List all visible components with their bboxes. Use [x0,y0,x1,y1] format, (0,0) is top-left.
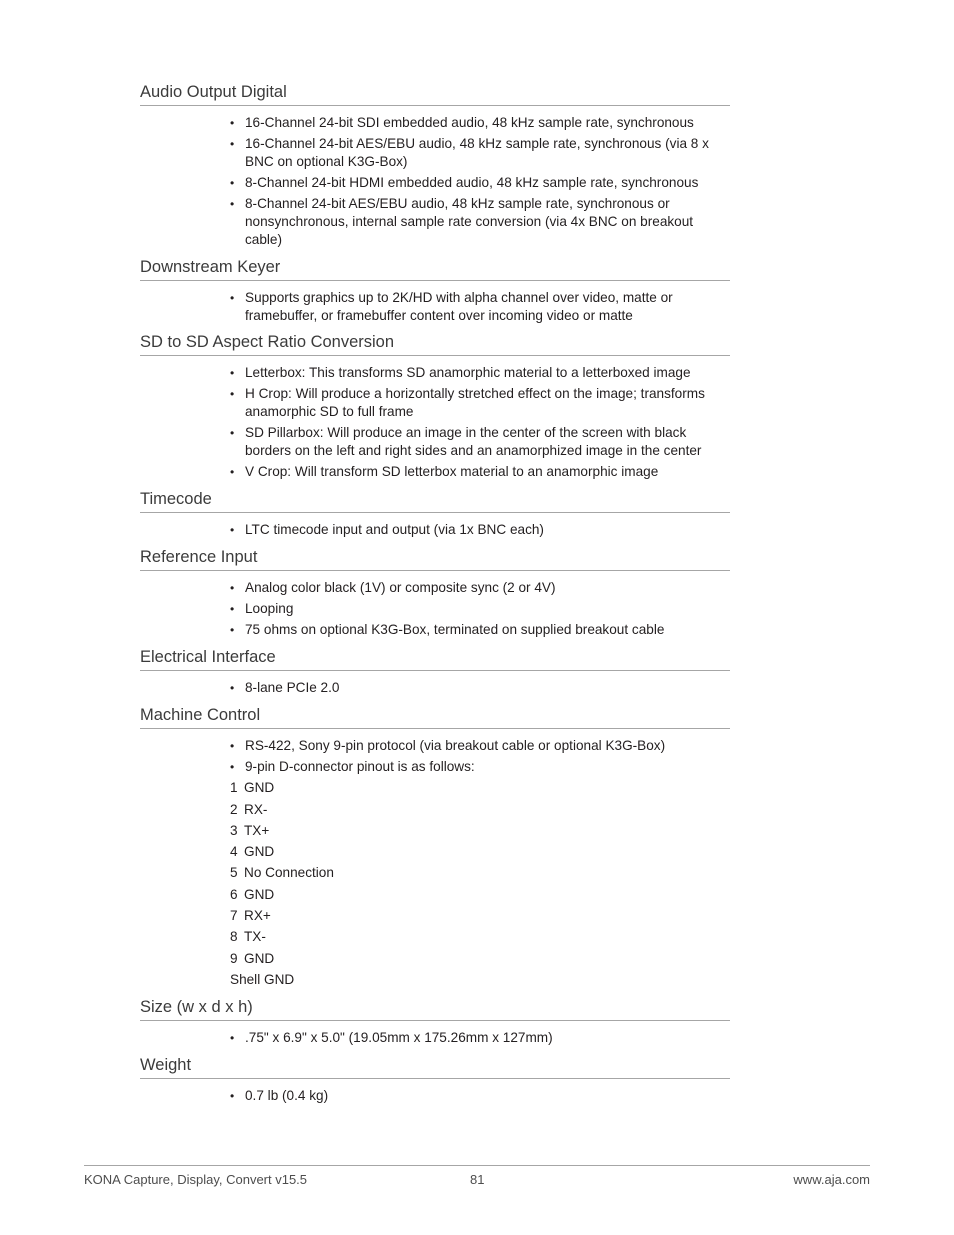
pin-number: 9 [230,950,238,966]
bullet-item [230,289,725,325]
footer-website[interactable]: www.aja.com [793,1172,870,1187]
bullet-text: Looping [245,601,294,616]
bullet-icon: • [230,602,235,616]
pin-number: 8 [230,929,238,945]
pin-label: RX+ [244,908,271,924]
bullet-text: V Crop: Will transform SD letterbox material to an anamorphic image [245,464,659,479]
bullet-item [230,114,725,132]
bullet-icon: • [230,523,235,537]
bullet-icon: • [230,1089,235,1103]
bullet-icon: • [230,387,235,401]
bullet-text: 8-Channel 24-bit HDMI embedded audio, 48 kHz sample rate, synchronous [245,175,699,190]
bullet-list [0,364,954,481]
section-title: Timecode [140,489,730,513]
bullet-text: Supports graphics up to 2K/HD with alpha channel over video, matte or framebuffer, or framebuffer content over incoming video or matte [245,290,673,323]
bullet-item [230,621,725,639]
bullet-icon: • [230,366,235,380]
pinout-row [230,907,954,925]
bullet-text: 8-lane PCIe 2.0 [245,680,340,695]
bullet-list [0,1029,954,1047]
pin-label: TX- [244,929,266,945]
bullet-item [230,1087,725,1105]
bullet-list [0,521,954,539]
bullet-text: RS-422, Sony 9-pin protocol (via breakout cable or optional K3G-Box) [245,738,666,753]
pin-label: GND [244,950,275,966]
pin-number: 3 [230,822,238,838]
spec-section [0,82,954,249]
pinout-row [230,843,954,861]
bullet-text: 9-pin D-connector pinout is as follows: [245,759,475,774]
bullet-item [230,600,725,618]
spec-section [0,257,954,325]
bullet-list [0,289,954,325]
bullet-item [230,364,725,382]
spec-section [0,647,954,697]
bullet-item [230,135,725,171]
bullet-item [230,385,725,421]
bullet-icon: • [230,623,235,637]
bullet-icon: • [230,465,235,479]
bullet-item [230,579,725,597]
pin-label: No Connection [244,865,334,881]
bullet-item [230,521,725,539]
spec-section [0,705,954,989]
section-title: SD to SD Aspect Ratio Conversion [140,332,730,356]
bullet-icon: • [230,681,235,695]
footer-page-number: 81 [470,1172,485,1187]
footer-doc-title: KONA Capture, Display, Convert v15.5 [84,1172,308,1187]
bullet-icon: • [230,116,235,130]
pin-number: 2 [230,801,238,817]
bullet-text: Letterbox: This transforms SD anamorphic material to a letterboxed image [245,365,691,380]
bullet-text: H Crop: Will produce a horizontally stretched effect on the image; transforms anamorphic SD to full frame [245,386,705,419]
pin-number: 1 [230,780,238,796]
pin-number: 7 [230,908,238,924]
pin-label: TX+ [244,822,270,838]
bullet-icon: • [230,176,235,190]
bullet-icon: • [230,739,235,753]
bullet-list [0,579,954,639]
section-title: Size (w x d x h) [140,997,730,1021]
bullet-list [0,1087,954,1105]
bullet-item [230,174,725,192]
bullet-icon: • [230,197,235,211]
pin-label: GND [244,780,275,796]
bullet-icon: • [230,291,235,305]
pinout-row [230,886,954,904]
section-title: Electrical Interface [140,647,730,671]
bullet-item [230,424,725,460]
pin-number: 4 [230,844,238,860]
section-title: Audio Output Digital [140,82,730,106]
bullet-list [0,114,954,249]
section-title: Reference Input [140,547,730,571]
pinout-row [230,801,954,819]
bullet-list [0,737,954,776]
spec-section [0,997,954,1047]
bullet-text: LTC timecode input and output (via 1x BNC each) [245,522,544,537]
pin-label: GND [244,844,275,860]
bullet-item [230,737,725,755]
pin-label: RX- [244,801,268,817]
bullet-list [0,679,954,697]
pinout-row [230,950,954,968]
bullet-text: SD Pillarbox: Will produce an image in the center of the screen with black borders on the left and right sides and an anamorphized image in the center [245,425,702,458]
bullet-item [230,758,725,776]
pinout-row [230,971,954,989]
bullet-icon: • [230,581,235,595]
pinout-row [230,864,954,882]
pinout-list [0,779,954,989]
bullet-icon: • [230,426,235,440]
spec-section [0,547,954,639]
footer-divider [84,1165,870,1166]
spec-section [0,332,954,481]
spec-section [0,1055,954,1105]
pin-number: 6 [230,886,238,902]
bullet-item [230,679,725,697]
pin-label: GND [244,886,275,902]
bullet-text: 16-Channel 24-bit AES/EBU audio, 48 kHz sample rate, synchronous (via 8 x BNC on optional K3G-Box) [245,136,709,169]
bullet-text: 0.7 lb (0.4 kg) [245,1088,329,1103]
pinout-row [230,822,954,840]
pinout-row [230,928,954,946]
bullet-text: 16-Channel 24-bit SDI embedded audio, 48 kHz sample rate, synchronous [245,115,694,130]
bullet-item [230,463,725,481]
section-title: Downstream Keyer [140,257,730,281]
section-title: Machine Control [140,705,730,729]
bullet-item [230,1029,725,1047]
bullet-item [230,195,725,249]
bullet-icon: • [230,137,235,151]
bullet-text: 75 ohms on optional K3G-Box, terminated on supplied breakout cable [245,622,665,637]
pin-label: Shell GND [230,971,295,987]
bullet-text: Analog color black (1V) or composite sync (2 or 4V) [245,580,556,595]
bullet-icon: • [230,760,235,774]
section-title: Weight [140,1055,730,1079]
pinout-row [230,779,954,797]
spec-section [0,489,954,539]
bullet-icon: • [230,1031,235,1045]
pin-number: 5 [230,865,238,881]
bullet-text: .75" x 6.9" x 5.0" (19.05mm x 175.26mm x 127mm) [245,1030,553,1045]
bullet-text: 8-Channel 24-bit AES/EBU audio, 48 kHz sample rate, synchronous or nonsynchronous, internal sample rate conversion (via 4x BNC on breakout cable) [245,196,694,247]
